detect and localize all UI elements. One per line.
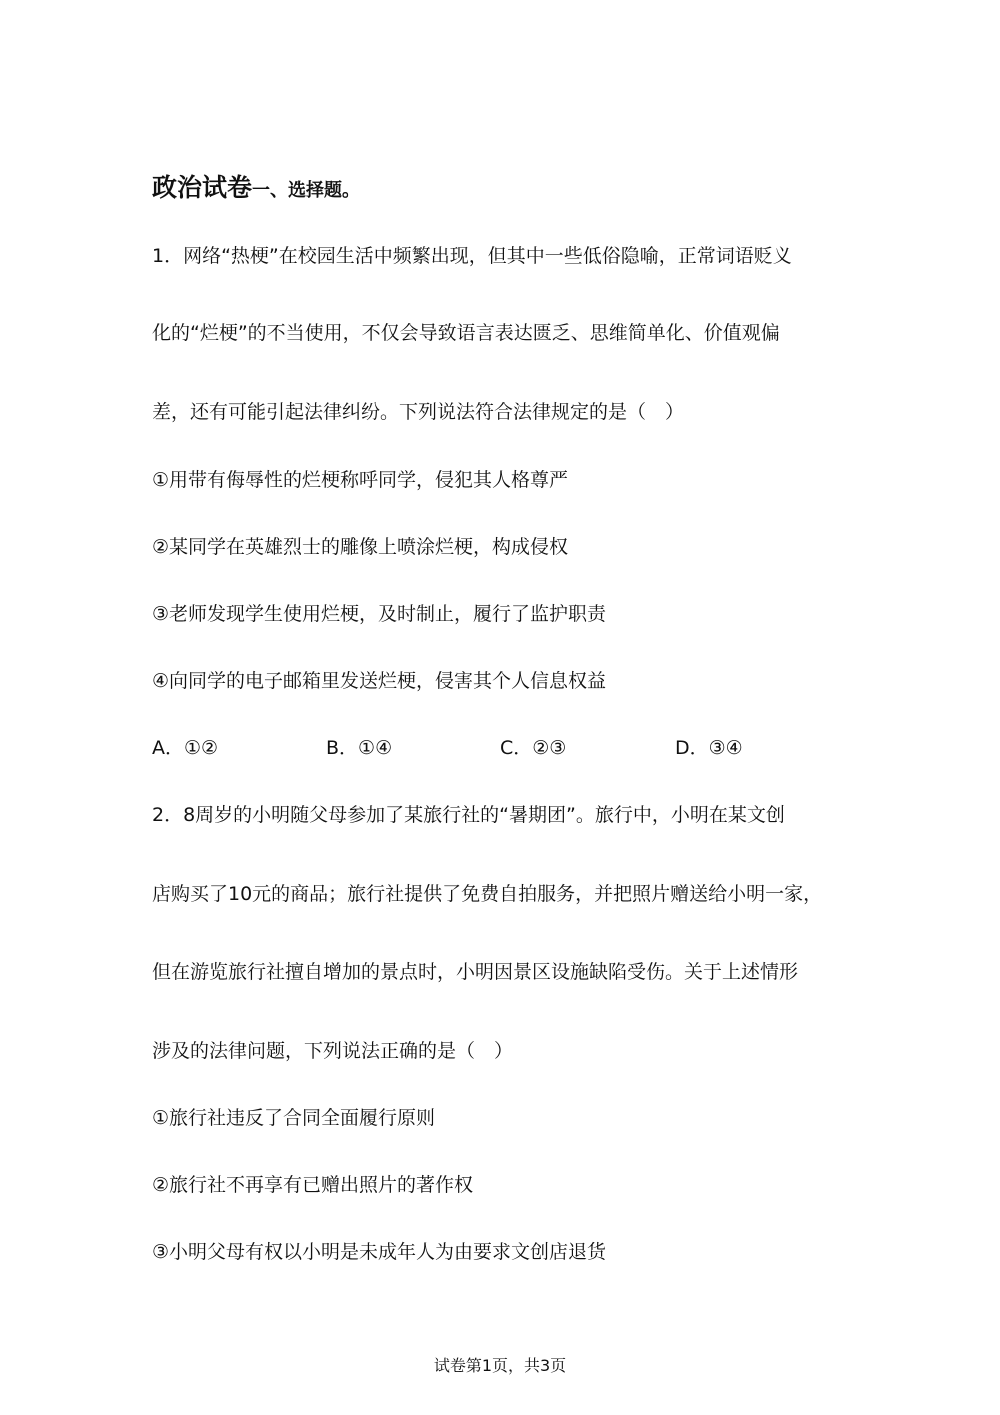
q1-option-b[interactable]: B．①④ <box>326 737 393 759</box>
page-title <box>152 168 360 204</box>
q1-statement-1: ①用带有侮辱性的烂梗称呼同学，侵犯其人格尊严 <box>152 469 569 491</box>
q2-stem-line-3: 但在游览旅行社擅自增加的景点时，小明因景区设施缺陷受伤。关于上述情形 <box>152 961 799 983</box>
q2-stem-line-1: 2．8周岁的小明随父母参加了某旅行社的“暑期团”。旅行中，小明在某文创 <box>152 804 785 826</box>
section-heading: 一、选择题。 <box>252 180 361 201</box>
q1-option-c[interactable]: C．②③ <box>500 737 567 759</box>
page-footer: 试卷第1页，共3页 <box>433 1356 567 1375</box>
q1-statement-3: ③老师发现学生使用烂梗，及时制止，履行了监护职责 <box>152 603 607 625</box>
q1-option-a[interactable]: A．①② <box>152 737 219 759</box>
q1-statement-2: ②某同学在英雄烈士的雕像上喷涂烂梗，构成侵权 <box>152 536 569 558</box>
exam-title: 政治试卷 <box>152 173 253 202</box>
q2-statement-3: ③小明父母有权以小明是未成年人为由要求文创店退货 <box>152 1241 607 1263</box>
q1-stem-line-3: 差，还有可能引起法律纠纷。下列说法符合法律规定的是（ ） <box>152 401 685 423</box>
q1-statement-4: ④向同学的电子邮箱里发送烂梗，侵害其个人信息权益 <box>152 670 607 692</box>
q2-statement-2: ②旅行社不再享有已赠出照片的著作权 <box>152 1174 474 1196</box>
q2-statement-1: ①旅行社违反了合同全面履行原则 <box>152 1107 436 1129</box>
q1-stem-line-2: 化的“烂梗”的不当使用，不仅会导致语言表达匮乏、思维简单化、价值观偏 <box>152 322 780 344</box>
q2-stem-line-2: 店购买了10元的商品；旅行社提供了免费自拍服务，并把照片赠送给小明一家， <box>152 883 823 905</box>
q1-option-d[interactable]: D．③④ <box>675 737 743 759</box>
q1-stem-line-1: 1．网络“热梗”在校园生活中频繁出现，但其中一些低俗隐喻，正常词语贬义 <box>152 245 792 267</box>
q2-stem-line-4: 涉及的法律问题，下列说法正确的是（ ） <box>152 1040 514 1062</box>
